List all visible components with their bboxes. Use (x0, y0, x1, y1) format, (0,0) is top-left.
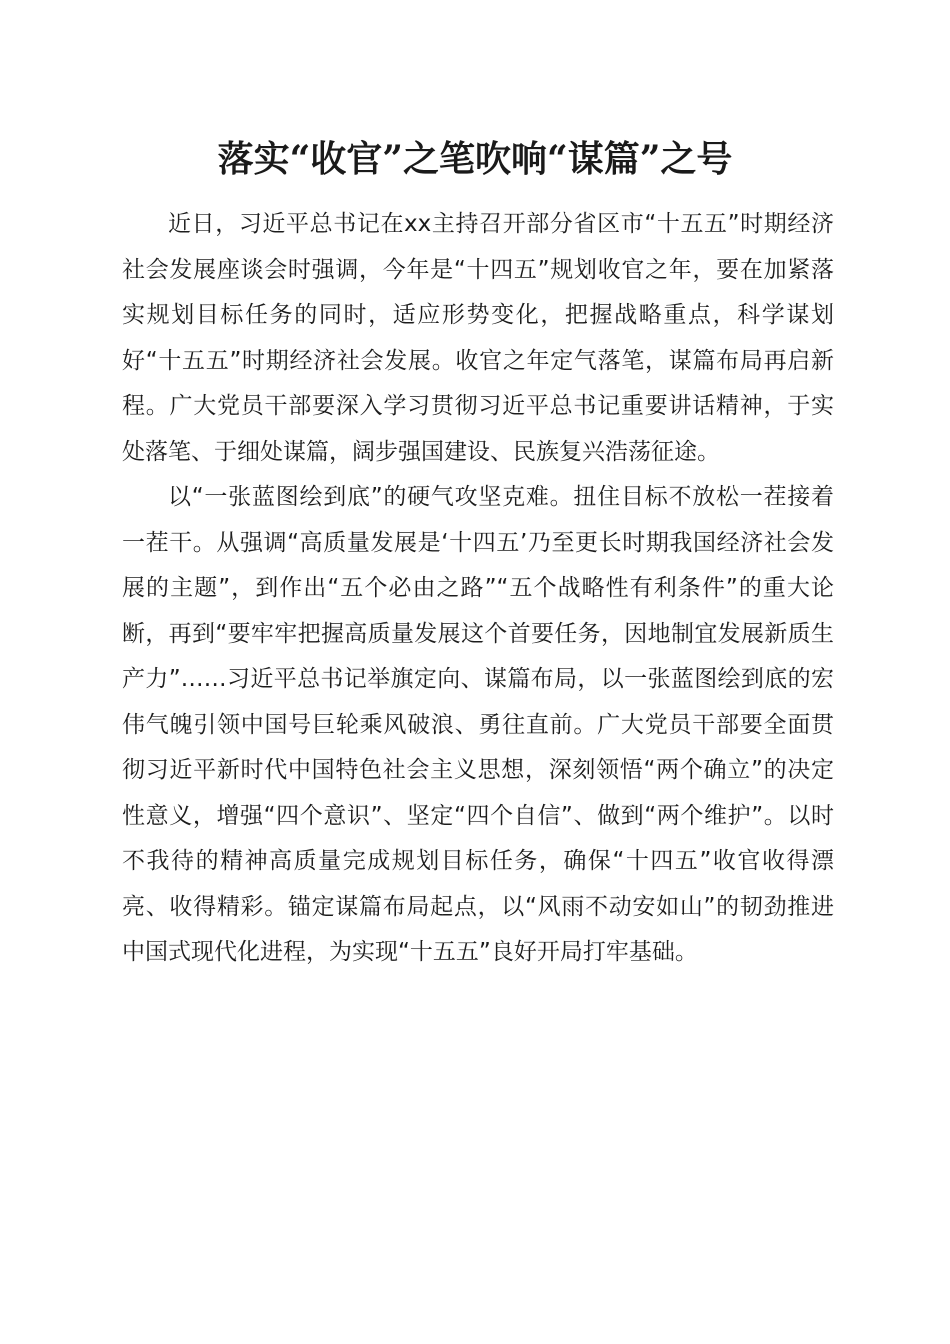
paragraph: 近日，习近平总书记在xx主持召开部分省区市“十五五”时期经济社会发展座谈会时强调，今年是“十四五”规划收官之年，要在加紧落实规划目标任务的同时，适应形势变化，把握战略重点，科学谋划好“十五五”时期经济社会发展。收官之年定气落笔，谋篇布局再启新程。广大党员干部要深入学习贯彻习近平总书记重要讲话精神，于实处落笔、于细处谋篇，阔步强国建设、民族复兴浩荡征途。 (122, 211, 834, 465)
article-body (122, 202, 834, 976)
paragraph: 以“一张蓝图绘到底”的硬气攻坚克难。扭住目标不放松一茬接着一茬干。从强调“高质量发展是‘十四五’乃至更长时期我国经济社会发展的主题”，到作出“五个必由之路”“五个战略性有利条件”的重大论断，再到“要牢牢把握高质量发展这个首要任务，因地制宜发展新质生产力”……习近平总书记举旗定向、谋篇布局，以一张蓝图绘到底的宏伟气魄引领中国号巨轮乘风破浪、勇往直前。广大党员干部要全面贯彻习近平新时代中国特色社会主义思想，深刻领悟“两个确立”的决定性意义，增强“四个意识”、坚定“四个自信”、做到“两个维护”。以时不我待的精神高质量完成规划目标任务，确保“十四五”收官收得漂亮、收得精彩。锚定谋篇布局起点，以“风雨不动安如山”的韧劲推进中国式现代化进程，为实现“十五五”良好开局打牢基础。 (122, 484, 834, 965)
page-title: 落实“收官”之笔吹响“谋篇”之号 (217, 138, 733, 180)
